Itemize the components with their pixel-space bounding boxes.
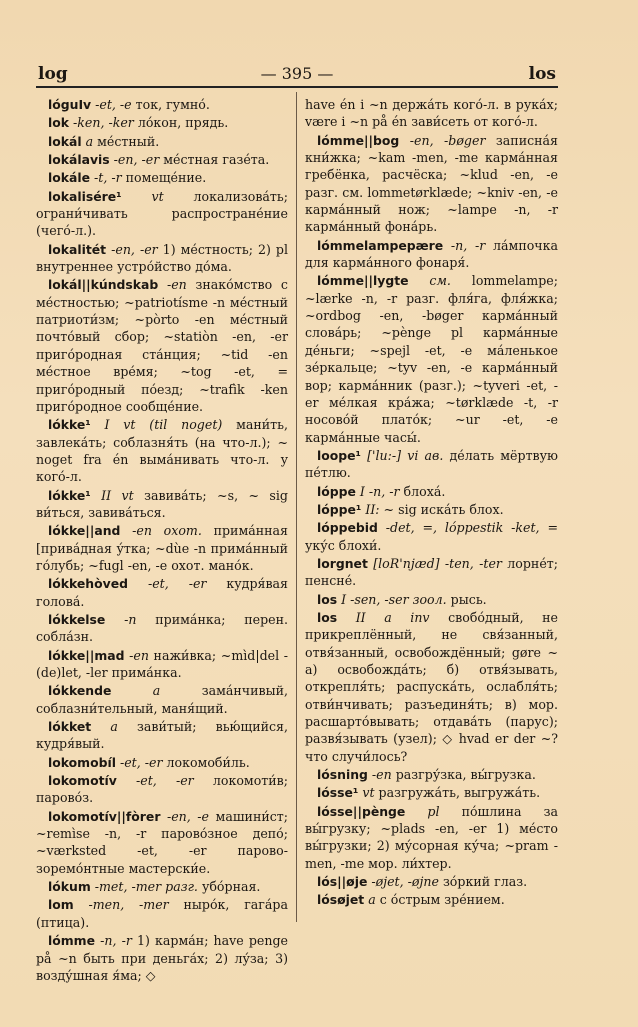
- entry-translation: рысь.: [446, 591, 487, 607]
- entry-grammar: II:: [361, 501, 380, 517]
- entry-grammar: vt: [121, 188, 164, 204]
- entry-translation: ло́кон, прядь.: [133, 115, 229, 131]
- entry-translation: ме́стный.: [93, 133, 160, 149]
- entry-translation: разгру́зка, вы́грузка.: [391, 767, 536, 783]
- header-right-word: los: [528, 64, 556, 84]
- entry-grammar: -en, -e: [160, 808, 210, 824]
- dictionary-entry: [36, 487, 288, 522]
- entry-translation: помеще́ние.: [121, 170, 207, 186]
- entry-grammar: pl: [405, 803, 440, 819]
- dictionary-entry: [305, 272, 558, 445]
- entry-grammar: I -n, -r: [355, 483, 400, 499]
- entry-headword: lóppe¹: [317, 501, 362, 517]
- entry-headword: lós||øje: [317, 874, 368, 890]
- dictionary-entry: [36, 276, 288, 415]
- entry-grammar: a: [91, 719, 118, 735]
- entry-translation: мани́ть, завлека́ть; соблазня́ть (на что-л.); ~ noget fra én выма́нивать что-л. у кого́-л.: [36, 417, 289, 485]
- entry-grammar: -ken, -ker: [69, 115, 134, 131]
- page-number: — 395 —: [260, 64, 334, 83]
- dictionary-entry: [36, 133, 288, 150]
- dictionary-entry: [305, 873, 558, 890]
- entry-translation: прима́нная [прива́дная у́тка; ~dùe -n прима́нный го́лубь; ~fugl -en, -e охот. мано́к.: [36, 523, 288, 573]
- dictionary-entry: [305, 237, 558, 272]
- dictionary-entry: [305, 447, 558, 482]
- dictionary-entry: [305, 591, 558, 608]
- dictionary-entry: [36, 96, 288, 113]
- entry-translation: have én i ~n держа́ть кого́-л. в рука́х; være i ~n på én зави́сеть от кого́-л.: [305, 97, 558, 130]
- dictionary-entry: [305, 483, 558, 500]
- dictionary-entry: [36, 575, 288, 610]
- dictionary-entry: [36, 522, 288, 574]
- dictionary-entry: [305, 803, 558, 872]
- entry-headword: lokomotív: [48, 773, 117, 789]
- entry-headword: los: [317, 591, 338, 607]
- entry-translation: зави́тый; вью́щийся, кудря́вый.: [36, 719, 289, 752]
- dictionary-entry: [305, 766, 558, 783]
- entry-grammar: -det, =, lóppestik -ket, =: [377, 520, 558, 536]
- entry-grammar: -et, -er: [115, 754, 163, 770]
- entry-headword: lósøjet: [317, 892, 365, 908]
- entry-grammar: см.: [408, 273, 451, 289]
- entry-translation: ла́мпочка для карма́нного фонаря́.: [305, 237, 558, 271]
- entry-headword: lok: [48, 115, 69, 131]
- dictionary-entry: [36, 151, 288, 168]
- entry-grammar: [loR'njæd] -ten, -ter: [367, 555, 502, 571]
- entry-translation: записна́я кни́жка; ~kam -men, -me карма́нная гребёнка, расчёска; ~klud -en, -e разг. см. lommetørklæde; ~kniv -en, -e карма́нный нож; ~lampe -n, -r карма́нный фона́рь.: [305, 132, 558, 235]
- entry-headword: lóguIv: [48, 97, 92, 112]
- entry-grammar: -en: [124, 647, 149, 663]
- entry-headword: lókke||and: [48, 523, 121, 539]
- entry-translation: убо́рная.: [197, 879, 261, 895]
- entry-headword: lóppe: [317, 483, 356, 499]
- entry-headword: lóppebid: [317, 520, 378, 536]
- entry-grammar: -met, -mer разг.: [90, 879, 198, 895]
- entry-headword: lómme: [48, 933, 95, 949]
- entry-headword: lókkehòved: [48, 576, 128, 592]
- dictionary-entry: [36, 416, 288, 485]
- entry-grammar: -n, -r: [95, 933, 132, 949]
- dictionary-entry: [36, 114, 288, 131]
- dictionary-entry: [36, 682, 288, 717]
- entry-translation: уку́с блохи́.: [305, 537, 382, 553]
- entry-headword: los: [317, 609, 338, 625]
- dictionary-entry: [36, 718, 288, 753]
- dictionary-entry: [305, 519, 558, 554]
- entry-grammar: -øjet, -øjne: [367, 874, 439, 890]
- entry-grammar: a: [364, 892, 376, 908]
- entry-grammar: vt: [358, 785, 375, 801]
- entry-translation: зо́ркий глаз.: [438, 874, 528, 890]
- dictionary-entry: [305, 96, 558, 131]
- entry-translation: ~ sig иска́ть блох.: [379, 501, 504, 517]
- header-rule: [36, 86, 558, 88]
- entry-translation: с о́стрым зре́нием.: [375, 892, 505, 908]
- dictionary-entry: [305, 609, 558, 765]
- entry-headword: lómmelampepære: [317, 237, 444, 253]
- dictionary-entry: [305, 132, 558, 236]
- dictionary-entry: [36, 169, 288, 186]
- entry-headword: lókke||mad: [48, 647, 125, 663]
- right-column: [305, 96, 558, 910]
- entry-translation: ныро́к, гага́ра (птица).: [36, 897, 288, 930]
- entry-translation: по́шлина за вы́грузку; ~plads -en, -er 1) ме́сто вы́грузки; 2) му́сорная ку́ча; ~pram -men, -me мор. ли́хтер.: [305, 803, 558, 871]
- entry-translation: зама́нчивый, соблазни́тельный, маня́щий.: [36, 683, 289, 716]
- column-divider: [296, 92, 297, 922]
- entry-headword: lókum: [48, 879, 91, 895]
- entry-grammar: -en, -er: [109, 152, 160, 168]
- entry-headword: lokalitét: [48, 241, 107, 257]
- dictionary-entry: [305, 501, 558, 518]
- entry-translation: 1) карма́н; have penge på ~n быть при деньга́х; 2) лу́за; 3) возду́шная я́ма; ◇: [36, 933, 288, 983]
- entry-grammar: ['lu:-] vi ав.: [360, 447, 444, 463]
- entry-grammar: I vt (til noget): [90, 417, 223, 433]
- entry-headword: lókket: [48, 719, 92, 735]
- entry-headword: loope¹: [317, 447, 361, 463]
- entry-grammar: -et, -er: [116, 773, 194, 789]
- dictionary-entry: [36, 241, 288, 276]
- entry-grammar: -et, -e: [91, 97, 132, 112]
- entry-headword: lókkende: [48, 683, 112, 699]
- entry-translation: 1) ме́стность; 2) pl внутреннее устро́йство до́ма.: [36, 241, 288, 275]
- entry-headword: lómme||bog: [317, 132, 400, 148]
- entry-translation: лорне́т; пенсне́.: [305, 555, 558, 589]
- entry-grammar: II vt: [90, 487, 134, 503]
- entry-grammar: a: [81, 133, 94, 149]
- entry-grammar: I -sen, -ser зоол.: [337, 591, 447, 607]
- entry-headword: lokálavis: [48, 152, 110, 168]
- dictionary-entry: [36, 808, 288, 877]
- entry-headword: lómme||lygte: [317, 273, 409, 289]
- entry-translation: завива́ть; ~s, ~ sig ви́ться, завива́ться.: [36, 487, 288, 520]
- entry-translation: де́лать мёртвую пе́тлю.: [305, 447, 558, 481]
- entry-headword: lósse¹: [317, 785, 359, 801]
- dictionary-entry: [36, 772, 288, 807]
- dictionary-entry: [36, 188, 288, 240]
- entry-grammar: -en, -bøger: [399, 132, 486, 148]
- entry-translation: кудря́вая голова́.: [36, 576, 288, 609]
- entry-grammar: II a inv: [337, 609, 430, 625]
- entry-headword: lókke¹: [48, 417, 91, 433]
- entry-grammar: -men, -mer: [73, 897, 169, 913]
- entry-headword: lokalisére¹: [48, 188, 122, 204]
- entry-translation: свобо́дный, не прикреплённый, не свя́занный, отвя́занный, освобождённый; gøre ~ а) освобожда́ть; б) отвя́зывать, открепля́ть; распуска́ть, ослабля́ть; отви́нчивать; разъединя́ть; в) мор. расшарто́вывать; отдава́ть (парус); развя́зывать (узел); ◇ hvad er der ~? что случи́лось?: [305, 609, 558, 764]
- dictionary-entry: [305, 784, 558, 801]
- entry-headword: lokomobíl: [48, 754, 116, 770]
- entry-headword: lom: [48, 897, 74, 913]
- entry-headword: lokál: [48, 133, 82, 149]
- dictionary-entry: [36, 896, 288, 931]
- entry-grammar: -et, -er: [128, 576, 207, 592]
- entry-translation: локомоби́ль.: [162, 754, 250, 770]
- entry-headword: lókkelse: [48, 611, 106, 627]
- entry-headword: lókke¹: [48, 487, 91, 503]
- entry-translation: ток, гумно́.: [131, 97, 210, 112]
- entry-grammar: -n: [105, 611, 137, 627]
- left-column: [36, 96, 288, 985]
- dictionary-entry: [36, 754, 288, 771]
- header-left-word: log: [38, 64, 68, 84]
- entry-headword: lósning: [317, 767, 368, 783]
- dictionary-entry: [36, 647, 288, 682]
- entry-translation: знако́мство с ме́стностью; ~patriotísme -n ме́стный патриоти́зм; ~pòrto -en ме́стный почто́вый сбор; ~statiòn -en, -er приго́родная ста́нция; ~tid -en ме́стное вре́мя; ~tog -et, = приго́родный по́езд; ~trafìk -ken приго́родное сообще́ние.: [36, 277, 288, 414]
- entry-grammar: -en: [367, 767, 392, 783]
- entry-headword: lokomotív||fòrer: [48, 808, 161, 824]
- entry-headword: lósse||pènge: [317, 803, 406, 819]
- entry-headword: lorgnet: [317, 555, 368, 571]
- entry-translation: нажи́вка; ~mìd|del -(de)let, -ler прима́нка.: [36, 647, 288, 680]
- entry-headword: lokál||kúndskab: [48, 277, 159, 293]
- dictionary-entry: [36, 878, 288, 895]
- entry-grammar: -en: [158, 277, 187, 293]
- entry-grammar: -t, -r: [90, 170, 122, 186]
- entry-headword: lokále: [48, 170, 91, 186]
- entry-translation: ме́стная газе́та.: [159, 152, 270, 168]
- dictionary-entry: [305, 891, 558, 908]
- entry-translation: машини́ст; ~remìse -n, -r парово́зное депо́; ~værksted -et, -er паровозоремо́нтные мастерски́е.: [36, 808, 288, 876]
- entry-translation: локомоти́в; парово́з.: [36, 773, 288, 806]
- entry-grammar: -en охот.: [120, 523, 202, 539]
- page-header: [38, 62, 556, 86]
- entry-translation: блоха́.: [399, 483, 446, 499]
- entry-translation: прима́нка; перен. собла́зн.: [36, 611, 288, 645]
- entry-grammar: a: [111, 683, 161, 699]
- dictionary-entry: [36, 932, 288, 984]
- entry-translation: локализова́ть; ограни́чивать распростране́ние (чего́-л.).: [36, 188, 288, 239]
- entry-grammar: -n, -r: [443, 237, 486, 253]
- entry-grammar: -en, -er: [106, 241, 158, 257]
- dictionary-entry: [36, 611, 288, 646]
- entry-translation: разгружа́ть, выгружа́ть.: [374, 785, 541, 801]
- entry-translation: lommelampe; ~lærke -n, -r разг. фля́га, фля́жка; ~ordbog -en, -bøger карма́нный слова́рь; ~pènge pl карма́нные де́ньги; ~spejl -et, -e ма́ленькое зе́ркальце; ~tyv -en, -e карма́нный вор; карма́нник (разг.); ~tyveri -et, -er ме́лкая кра́жа; ~tørklæde -t, -r носово́й плато́к; ~ur -et, -e карма́нные часы́.: [305, 273, 558, 445]
- dictionary-entry: [305, 555, 558, 590]
